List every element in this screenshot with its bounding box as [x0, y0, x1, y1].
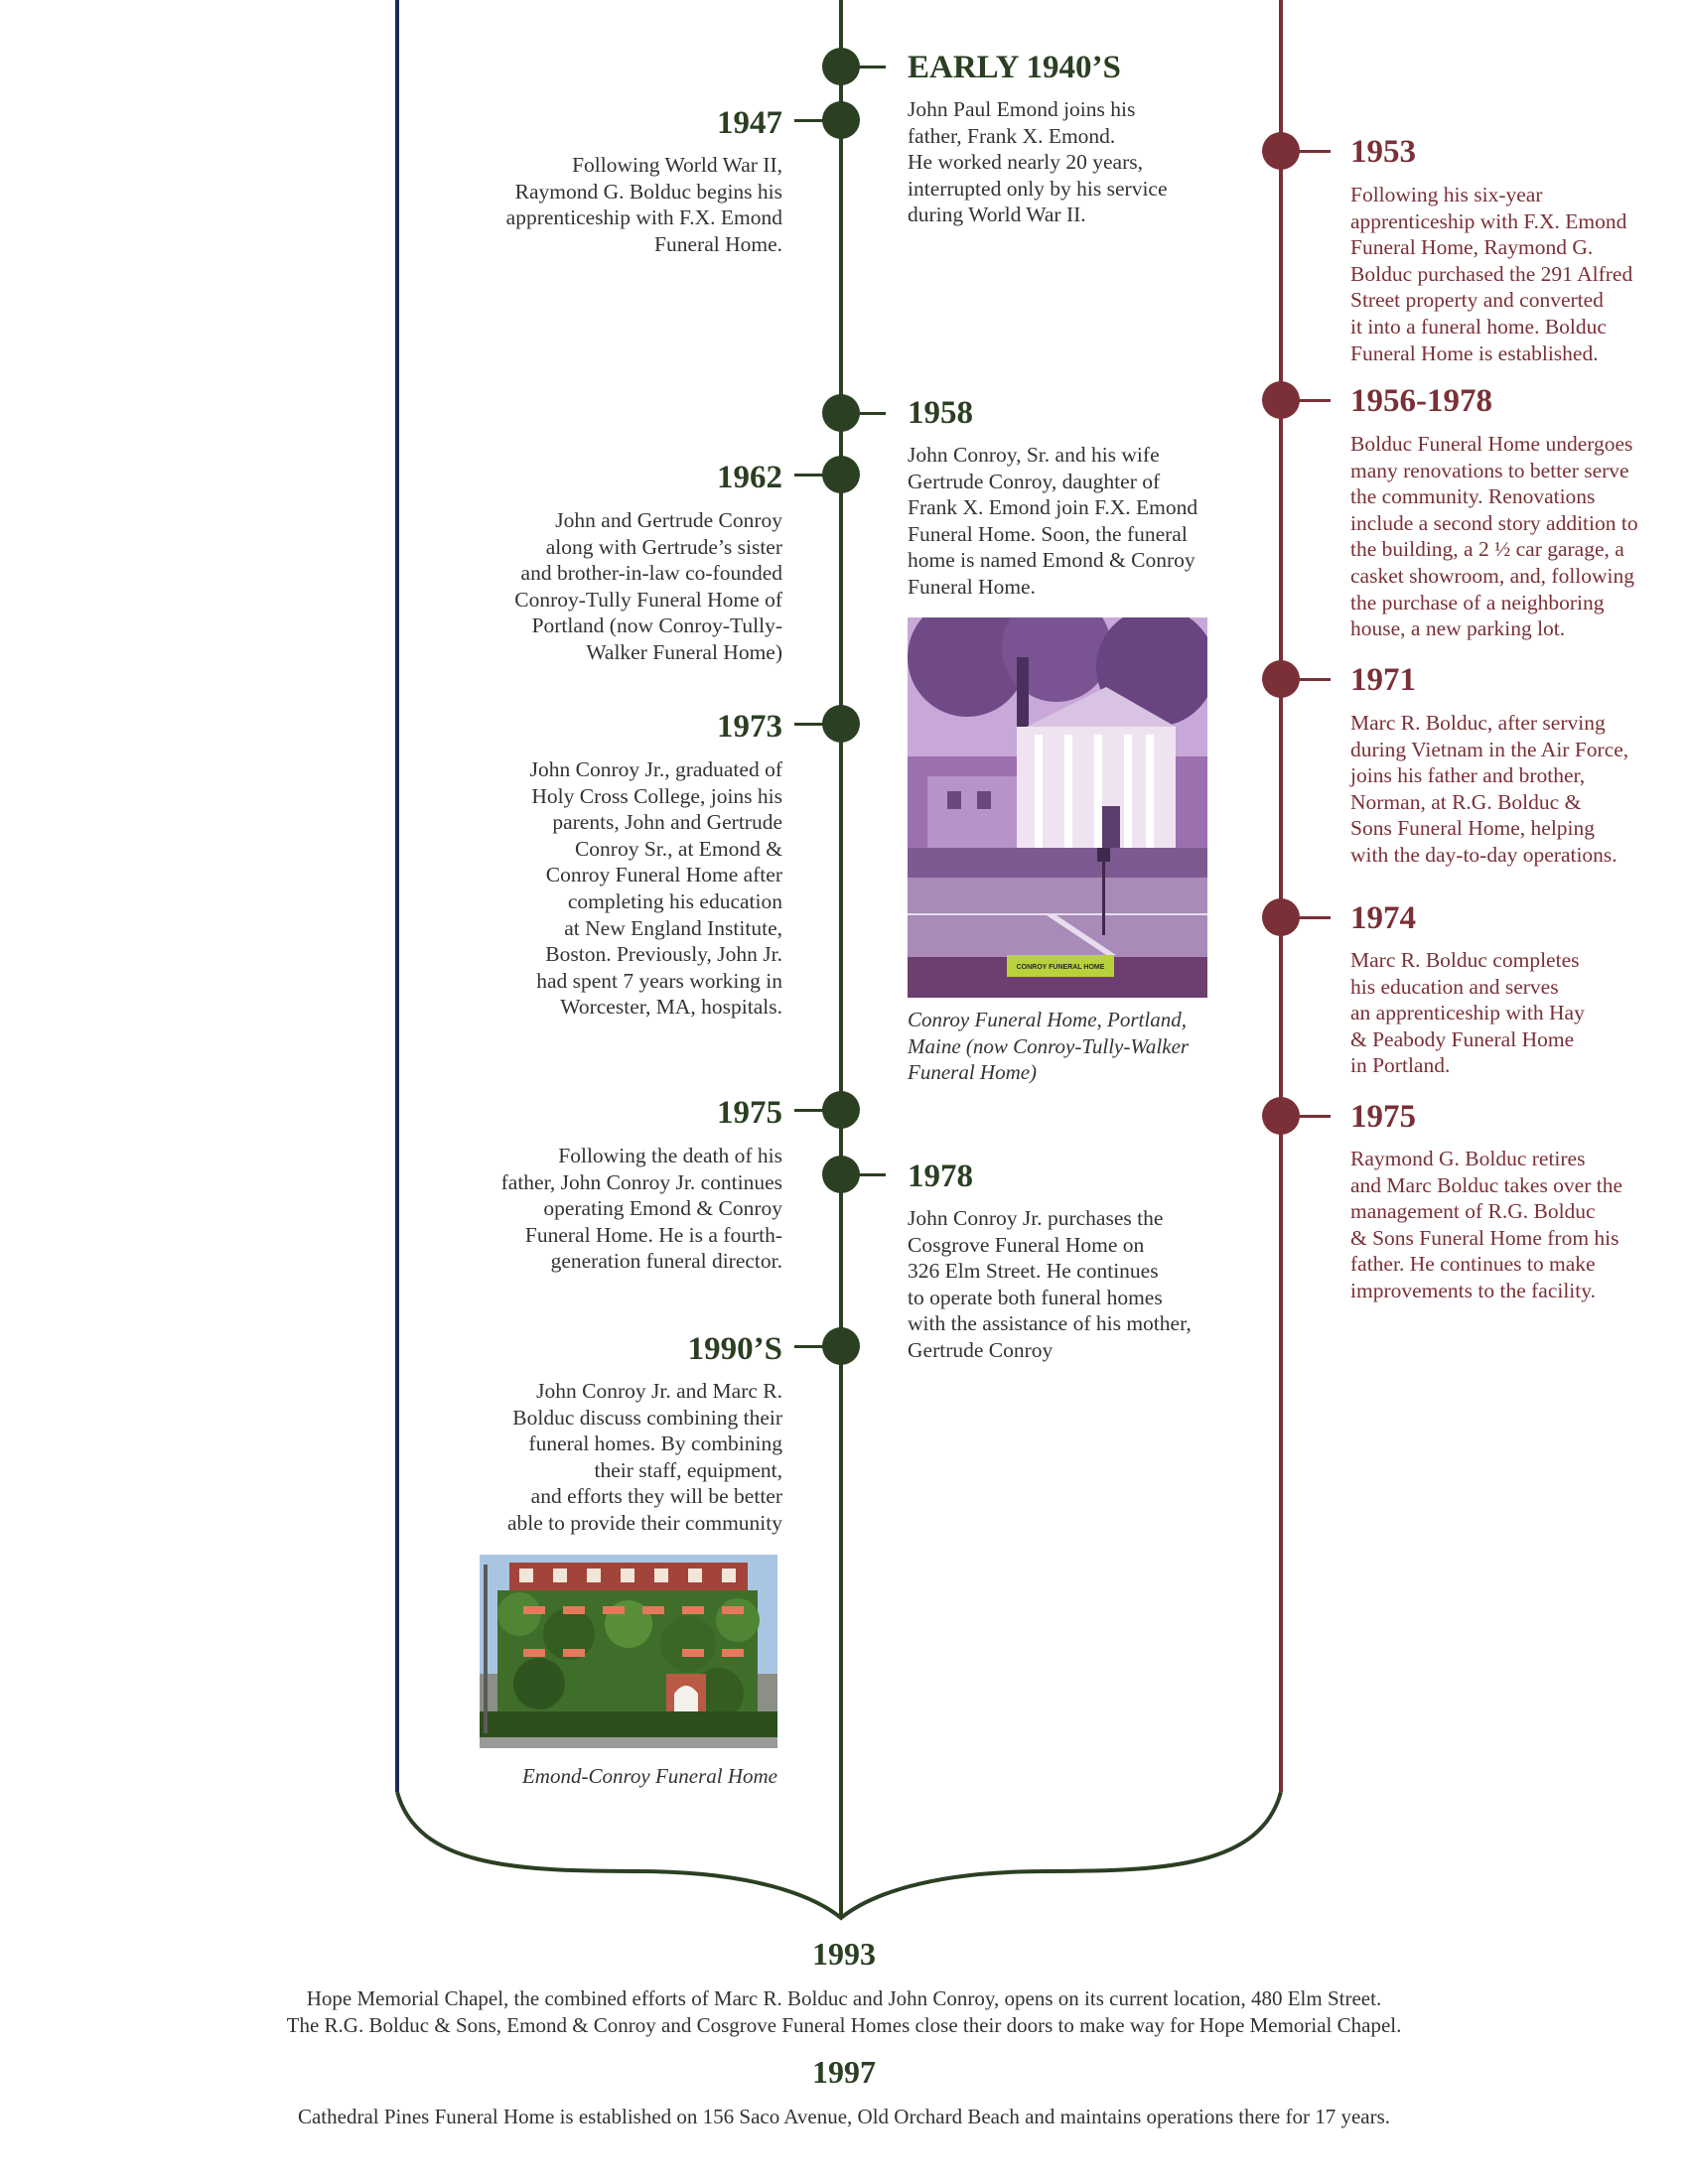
timeline-year-early-1940s: EARLY 1940’S [908, 50, 1121, 85]
conroy-funeral-home-photo [908, 617, 1207, 998]
timeline-year-1975-left: 1975 [717, 1095, 782, 1131]
timeline-tick [794, 723, 824, 726]
timeline-tick [1294, 678, 1331, 681]
emond-conroy-caption: Emond-Conroy Funeral Home [521, 1764, 777, 1788]
timeline-tick [1294, 1115, 1331, 1118]
timeline-year-1978: 1978 [908, 1159, 973, 1194]
timeline-year-1956-1978: 1956-1978 [1350, 383, 1492, 419]
timeline-dot [822, 1091, 860, 1129]
timeline-tick [854, 412, 886, 415]
timeline-year-1974: 1974 [1350, 900, 1416, 936]
timeline-tick [794, 474, 824, 477]
timeline-entry-text: John Paul Emond joins his father, Frank X. Emond. He worked nearly 20 years, interrupted only by his service during World War II. [908, 97, 1168, 227]
timeline-entry-text: Following his six-year apprenticeship with F.X. Emond Funeral Home, Raymond G. Bolduc purchased the 291 Alfred Street property and converted it into a funeral home. Bolduc Funeral Home is established. [1350, 183, 1633, 365]
right-timeline-line [1279, 0, 1283, 1792]
timeline-entry-text: John Conroy Jr., graduated of Holy Cross College, joins his parents, John and Gertrude Conroy Sr., at Emond & Conroy Funeral Home after completing his education at New England Institute, Boston. Previously, John Jr. had spent 7 years working in Worcester, MA, hospitals. [529, 757, 782, 1020]
timeline-entry-text-1993: Hope Memorial Chapel, the combined efforts of Marc R. Bolduc and John Conroy, opens on its current location, 480 Elm Street. The R.G. Bolduc & Sons, Emond & Conroy and Cosgrove Funeral Homes close their doors to make way for Hope Memorial Chapel. [286, 1986, 1402, 2037]
timeline-tick [794, 119, 824, 122]
timeline-tick [854, 66, 886, 68]
timeline-dot [822, 101, 860, 139]
timeline-year-1962: 1962 [717, 460, 782, 495]
timeline-year-1975-right: 1975 [1350, 1099, 1416, 1135]
center-timeline-line [839, 0, 843, 1916]
conroy-photo-caption: Conroy Funeral Home, Portland, Maine (now Conroy-Tully-Walker Funeral Home) [908, 1008, 1190, 1085]
left-timeline-line [395, 0, 399, 1792]
timeline-dot [822, 1327, 860, 1365]
timeline-entry-text: John Conroy Jr. purchases the Cosgrove Funeral Home on 326 Elm Street. He continues to operate both funeral homes with the assistance of his mother, Gertrude Conroy [908, 1206, 1192, 1362]
timeline-year-1953: 1953 [1350, 134, 1416, 170]
timeline-tick [1294, 399, 1331, 402]
timeline-entry-text: John and Gertrude Conroy along with Gertrude’s sister and brother-in-law co-founded Conroy-Tully Funeral Home of Portland (now Conroy-Tully- Walker Funeral Home) [514, 508, 782, 664]
timeline-dot [822, 456, 860, 493]
timeline-entry-text-1997: Cathedral Pines Funeral Home is established on 156 Saco Avenue, Old Orchard Beach and maintains operations there for 17 years. [297, 2105, 1391, 2128]
timeline-year-1973: 1973 [717, 709, 782, 745]
conroy-sign-text: CONROY FUNERAL HOME [1016, 964, 1105, 971]
timeline-entry-text: John Conroy, Sr. and his wife Gertrude Conroy, daughter of Frank X. Emond join F.X. Emond Funeral Home. Soon, the funeral home is named Emond & Conroy Funeral Home. [908, 443, 1198, 599]
timeline-tick [794, 1345, 824, 1348]
emond-conroy-photo [480, 1555, 777, 1748]
timeline-tick [1294, 150, 1331, 153]
timeline-dot [822, 705, 860, 743]
timeline-entry-text: Bolduc Funeral Home undergoes many renovations to better serve the community. Renovations include a second story addition to the building, a 2 ½ car garage, a casket showroom, and, following the purchase of a neighboring house, a new parking lot. [1350, 432, 1638, 641]
timeline-tick [794, 1109, 824, 1112]
timeline-entry-text: Marc R. Bolduc, after serving during Vietnam in the Air Force, joins his father and brother, Norman, at R.G. Bolduc & Sons Funeral Home, helping with the day-to-day operations. [1350, 711, 1629, 867]
timeline-entry-text: John Conroy Jr. and Marc R. Bolduc discuss combining their funeral homes. By combining their staff, equipment, and efforts they will be better able to provide their community [506, 1379, 782, 1535]
timeline-year-1958: 1958 [908, 395, 973, 431]
timeline-tick [854, 1173, 886, 1176]
timeline-year-1971: 1971 [1350, 662, 1416, 698]
timeline-year-1990s: 1990’S [687, 1331, 782, 1367]
timeline-tick [1294, 916, 1331, 919]
timeline-year-1947: 1947 [717, 105, 782, 141]
timeline-entry-text: Following World War II, Raymond G. Bolduc begins his apprenticeship with F.X. Emond Funeral Home. [505, 153, 782, 256]
timeline-year-1997: 1997 [812, 2054, 876, 2090]
brace-curve [0, 1787, 1688, 1946]
timeline-entry-text: Marc R. Bolduc completes his education and serves an apprenticeship with Hay & Peabody Funeral Home in Portland. [1350, 948, 1585, 1078]
timeline-year-1993: 1993 [812, 1936, 876, 1972]
timeline-entry-text: Following the death of his father, John Conroy Jr. continues operating Emond & Conroy Funeral Home. He is a fourth- generation funeral director. [500, 1144, 782, 1274]
timeline-entry-text: Raymond G. Bolduc retires and Marc Bolduc takes over the management of R.G. Bolduc & Sons Funeral Home from his father. He continues to make improvements to the facility. [1350, 1147, 1623, 1302]
